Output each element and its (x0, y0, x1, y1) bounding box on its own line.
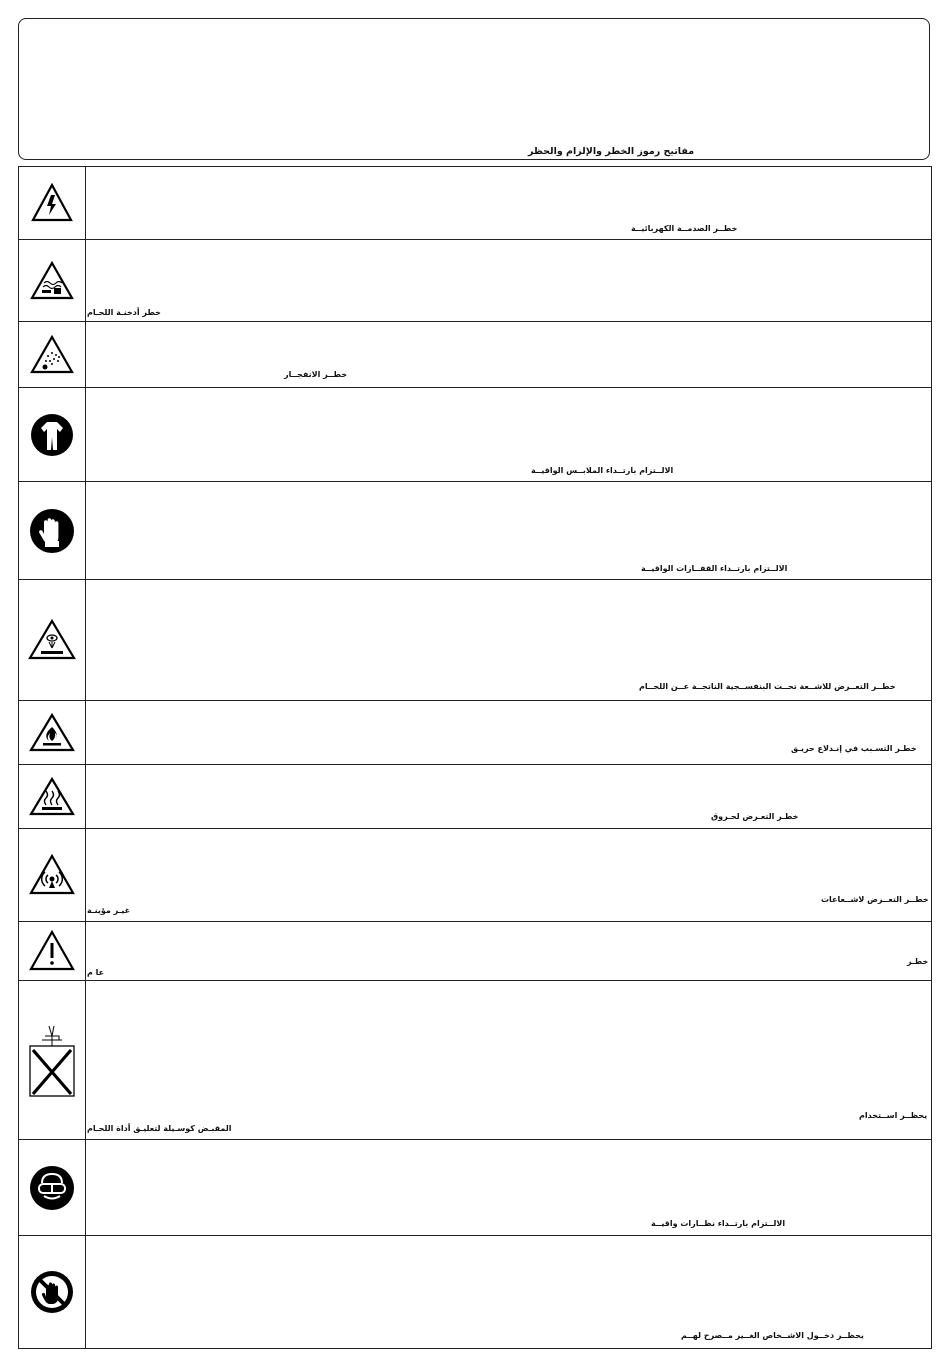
explosion-warning-icon (19, 322, 86, 387)
symbol-label: يحظــر اســتخدام (859, 1111, 928, 1120)
symbol-label: الالــتزام بارتــداء نظــارات واقيــة (651, 1219, 786, 1228)
symbol-label: يحظــر دخــول الاشــخاص الغــير مــصرح لهــم (681, 1331, 864, 1340)
symbol-label: الالــتزام بارتــداء القفــازات الواقيــة (641, 564, 788, 573)
symbol-label-continued: المقبـض كوسـيلة لتعليـق أداة اللحـام (87, 1124, 232, 1133)
hot-surface-warning-icon (19, 765, 86, 828)
header-box (18, 18, 930, 160)
handle-prohibited-icon (19, 981, 86, 1139)
symbol-row-hot-surface (18, 764, 932, 829)
symbol-row-protective-clothing (18, 387, 932, 482)
symbol-row-handle-prohibited (18, 980, 932, 1140)
symbol-row-general-warning (18, 921, 932, 981)
symbol-row-safety-goggles (18, 1139, 932, 1236)
uv-radiation-warning-icon (19, 580, 86, 700)
electric-shock-warning-icon (19, 167, 86, 239)
symbol-label-continued: عا م (87, 968, 105, 977)
welding-fumes-warning-icon (19, 240, 86, 321)
symbol-row-no-unauthorized-access (18, 1235, 932, 1349)
symbol-label: خطــر الصدمــة الكهربائيــة (631, 224, 738, 233)
general-warning-icon (19, 922, 86, 980)
symbol-label: خطـر التعـرض لحـروق (711, 812, 799, 821)
no-unauthorized-access-icon (19, 1236, 86, 1348)
symbol-row-fire (18, 700, 932, 765)
fire-warning-icon (19, 701, 86, 764)
page-title: مفاتيح رموز الخطر والإلزام والحظر (528, 146, 695, 157)
symbol-label-continued: غيـر مؤينـة (87, 906, 131, 915)
symbol-label: الالــتزام بارتــداء الملابــس الواقيــة (531, 466, 674, 475)
symbol-row-welding-fumes (18, 239, 932, 322)
symbol-label: خطر أدخنـة اللحـام (87, 308, 161, 317)
non-ionizing-radiation-warning-icon (19, 829, 86, 921)
safety-goggles-mandatory-icon (19, 1140, 86, 1235)
symbol-row-explosion (18, 321, 932, 388)
symbol-row-protective-gloves (18, 481, 932, 580)
symbol-label: خطــر التعــرض للاشــعة تحــت البنفســجية الناتجــة عــن اللحــام (639, 682, 896, 691)
symbol-row-electric-shock (18, 166, 932, 240)
protective-clothing-mandatory-icon (19, 388, 86, 481)
symbol-label: خطــر الانفجــار (284, 370, 348, 379)
symbol-row-uv-radiation (18, 579, 932, 701)
symbol-label: خطـر التسـبب في إنـدلاع حريـق (791, 744, 917, 753)
symbol-row-non-ionizing-radiation (18, 828, 932, 922)
protective-gloves-mandatory-icon (19, 482, 86, 579)
symbol-label: خطـر (907, 957, 929, 966)
symbol-label: خطــر التعــرض لاشــعاعات (821, 895, 929, 904)
